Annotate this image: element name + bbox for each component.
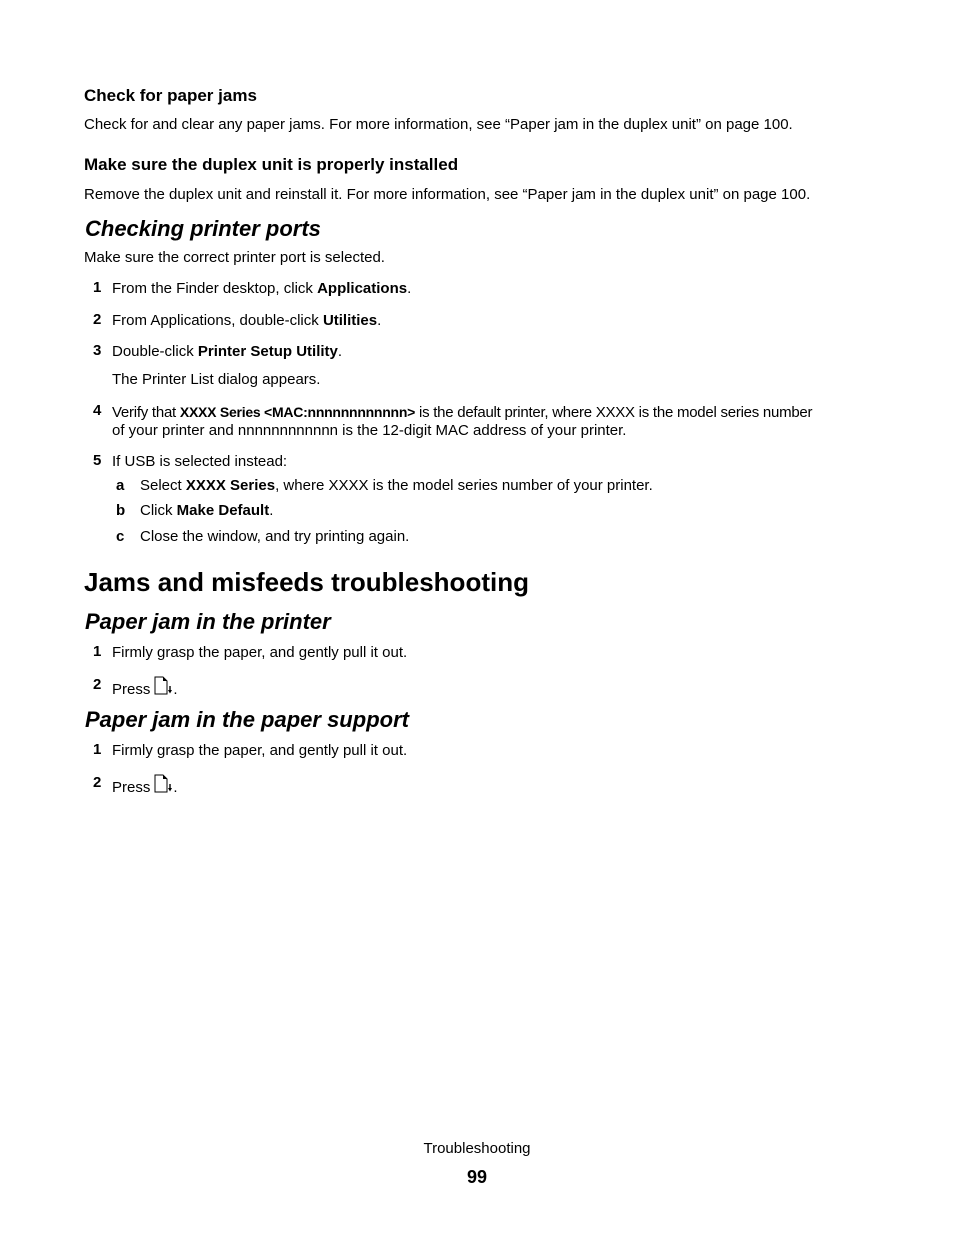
jam-support-step-1: Firmly grasp the paper, and gently pull it out. (112, 742, 408, 759)
jam-printer-step-2 (112, 676, 178, 702)
footer-section-label: Troubleshooting (423, 1140, 531, 1157)
check-jams-text: Check for and clear any paper jams. For more information, see “Paper jam in the duplex unit” on page 100. (84, 116, 793, 133)
step-text: From Applications, double-click (112, 312, 323, 329)
substep-letter: a (116, 477, 125, 494)
step-text: Select (140, 477, 186, 494)
heading-jams-misfeeds: Jams and misfeeds troubleshooting (84, 567, 529, 597)
step-number: 3 (93, 342, 102, 359)
heading-check-jams: Check for paper jams (84, 86, 257, 105)
step-5: If USB is selected instead: (112, 453, 288, 470)
step-text: Press (112, 779, 151, 796)
page-number: 99 (466, 1167, 488, 1187)
step-text: . (269, 502, 274, 519)
step-text: From the Finder desktop, click (112, 280, 318, 297)
step-text: Press (112, 681, 151, 698)
step-text: . (173, 681, 178, 698)
substep-c: Close the window, and try printing again. (140, 528, 410, 545)
step-text: Double-click (112, 343, 198, 360)
step-text: . (173, 779, 178, 796)
step-number: 5 (93, 452, 102, 469)
step-text: . (337, 343, 343, 360)
step-3 (112, 342, 342, 362)
step-bold: Make Default (176, 502, 270, 519)
step-text: . (407, 280, 412, 297)
step-number: 4 (93, 402, 102, 419)
step-number: 1 (93, 279, 102, 296)
heading-jam-printer: Paper jam in the printer (85, 609, 331, 634)
step-3-note: The Printer List dialog appears. (112, 371, 321, 388)
step-1 (112, 279, 411, 299)
substep-letter: c (116, 528, 125, 545)
heading-duplex: Make sure the duplex unit is properly installed (84, 155, 459, 174)
step-4-line2: of your printer and nnnnnnnnnnnn is the 12-digit MAC address of your printer. (112, 422, 627, 439)
step-bold: Utilities (322, 312, 378, 329)
step-text: Verify that (112, 404, 180, 421)
duplex-text: Remove the duplex unit and reinstall it. For more information, see “Paper jam in the duplex unit” on page 100. (84, 186, 811, 203)
step-number: 2 (93, 311, 102, 328)
jam-support-step-2 (112, 774, 178, 800)
substep-letter: b (116, 502, 126, 519)
step-number: 1 (93, 741, 102, 758)
step-4 (112, 402, 812, 423)
step-bold: Applications (317, 280, 408, 297)
heading-checking-ports: Checking printer ports (85, 216, 321, 241)
step-bold: Printer Setup Utility (197, 343, 338, 360)
heading-jam-paper-support: Paper jam in the paper support (85, 707, 409, 732)
step-number: 2 (93, 676, 102, 693)
step-text: , where XXXX is the model series number of your printer. (275, 477, 653, 494)
step-number: 1 (93, 643, 102, 660)
jam-printer-step-1: Firmly grasp the paper, and gently pull it out. (112, 644, 408, 661)
substep-a (140, 477, 653, 494)
ports-intro: Make sure the correct printer port is selected. (84, 249, 385, 266)
step-2 (112, 311, 381, 331)
step-bold: XXXX Series (185, 477, 276, 494)
step-bold: XXXX Series <MAC:nnnnnnnnnnnn> (179, 404, 416, 420)
step-text: is the default printer, where XXXX is the model series number (415, 404, 813, 421)
substep-b (140, 502, 273, 519)
paper-feed-icon (153, 774, 173, 800)
step-text: Click (140, 502, 177, 519)
step-text: . (377, 312, 382, 329)
paper-feed-icon (153, 676, 173, 702)
step-number: 2 (93, 774, 102, 791)
